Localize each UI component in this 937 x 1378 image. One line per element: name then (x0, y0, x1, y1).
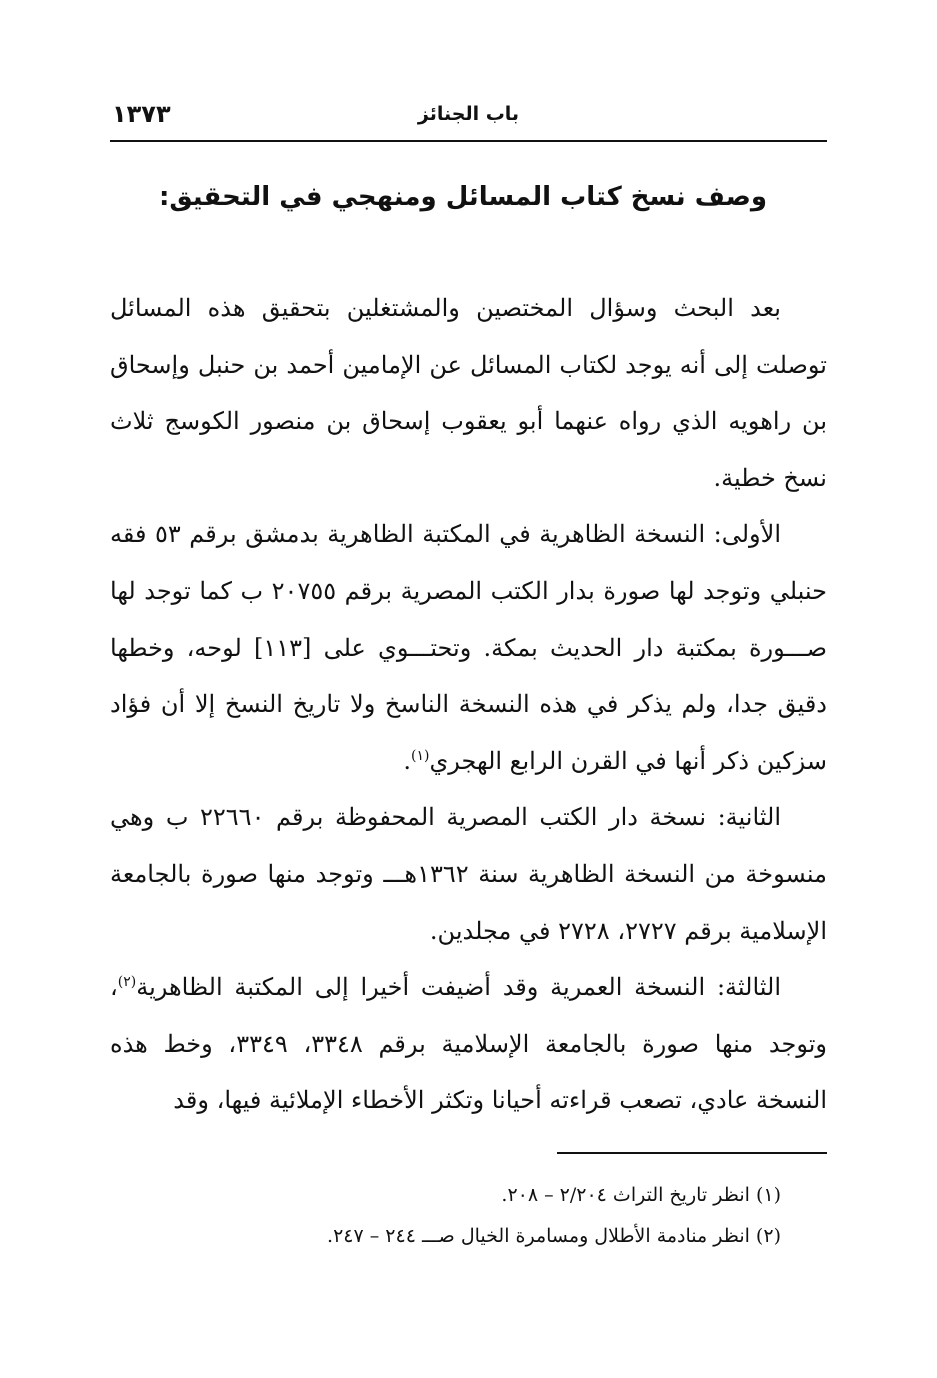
footnote-2: (٢) انظر منادمة الأطلال ومسامرة الخيال صـــ ٢٤٤ – ٢٤٧. (327, 1225, 781, 1247)
paragraph-third-copy (110, 959, 827, 1129)
chapter-title: باب الجنائز (417, 103, 520, 125)
footnote-separator (557, 1152, 827, 1154)
footnote-marker[interactable]: (٢) (117, 974, 137, 991)
section-heading: وصف نسخ كتاب المسائل ومنهجي في التحقيق: (158, 182, 767, 212)
running-header (110, 88, 827, 142)
body-text (110, 280, 827, 1129)
page-number: ١٣٧٣ (112, 100, 171, 128)
paragraph-text: بعد البحث وسؤال المختصين والمشتغلين بتحقيق هذه المسائل توصلت إلى أنه يوجد لكتاب المسائل عن الإمامين أحمد بن حنبل وإسحاق بن راهويه الذي رواه عنهما أبو يعقوب إسحاق بن منصور الكوسج ثلاث نسخ خطية. (110, 294, 827, 492)
footnote-1: (١) انظر تاريخ التراث ٢/٢٠٤ – ٢٠٨. (501, 1184, 781, 1206)
paragraph-text: الأولى: النسخة الظاهرية في المكتبة الظاهرية بدمشق برقم ٥٣ فقه حنبلي وتوجد لها صورة بدار الكتب المصرية برقم ٢٠٧٥٥ ب كما توجد لها صـــورة بمكتبة دار الحديث بمكة. وتحتـــوي على [١١٣] لوحه، وخطها دقيق جدا، ولم يذكر في هذه النسخة الناسخ ولا تاريخ النسخ إلا أن فؤاد سزكين ذكر أنها في القرن الرابع الهجري (110, 520, 828, 775)
paragraph-first-copy (110, 506, 827, 789)
paragraph-text: الثانية: نسخة دار الكتب المصرية المحفوظة برقم ٢٢٦٦٠ ب وهي منسوخة من النسخة الظاهرية سنة ١٣٦٢هـــ وتوجد منها صورة بالجامعة الإسلامية برقم ٢٧٢٧، ٢٧٢٨ في مجلدين. (110, 803, 827, 945)
paragraph-tail: ، وتوجد منها صورة بالجامعة الإسلامية برقم ٣٣٤٨، ٣٣٤٩، وخط هذه النسخة عادي، تصعب قراءته أحيانا وتكثر الأخطاء الإملائية فيها، وقد (110, 973, 827, 1115)
paragraph-second-copy (110, 789, 827, 959)
paragraph-tail: . (403, 746, 412, 775)
paragraph-text: الثالثة: النسخة العمرية وقد أضيفت أخيرا إلى المكتبة الظاهرية (136, 973, 781, 1002)
footnote-marker[interactable]: (١) (411, 747, 430, 764)
paragraph-intro (110, 280, 827, 506)
footnotes (110, 1175, 827, 1257)
